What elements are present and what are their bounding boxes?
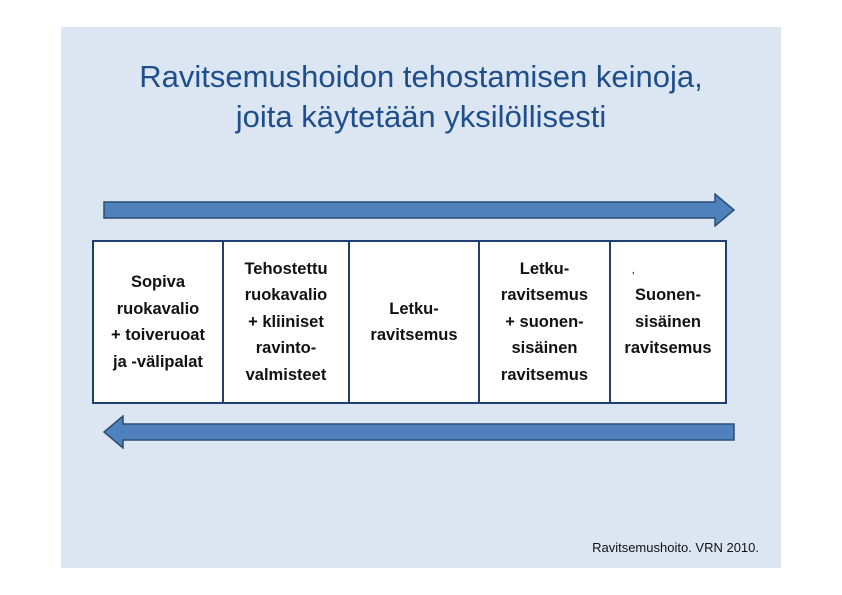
step-box-1 <box>94 242 224 402</box>
step-text: + suonen- <box>505 312 584 331</box>
arrow-right-icon <box>103 193 737 227</box>
step-text: sisäinen <box>511 339 578 358</box>
step-text: + kliiniset <box>248 312 324 331</box>
slide-title <box>61 57 781 137</box>
step-text: ravitsemus <box>624 339 712 358</box>
step-text: ja -välipalat <box>113 352 203 371</box>
step-box-3 <box>350 242 480 402</box>
title-line-2: joita käytetään yksilöllisesti <box>235 99 607 134</box>
step-text: valmisteet <box>245 365 327 384</box>
treatment-steps <box>92 240 727 404</box>
step-text: sisäinen <box>634 312 702 331</box>
step-text: Sopiva <box>130 273 186 291</box>
step-text: Letku- <box>519 259 570 278</box>
step-text: Suonen- <box>634 286 701 305</box>
step-box-2 <box>224 242 350 402</box>
step-box-5 <box>611 242 725 402</box>
step-box-4 <box>480 242 611 402</box>
source-citation: Ravitsemushoito. VRN 2010. <box>592 540 759 555</box>
step-text: ravitsemus <box>370 326 458 344</box>
stray-mark: ‚ <box>632 265 635 275</box>
title-line-1: Ravitsemushoidon tehostamisen keinoja, <box>139 59 703 94</box>
step-text: ravinto- <box>255 339 317 358</box>
step-text: ruokavalio <box>244 286 328 305</box>
slide <box>61 27 781 568</box>
step-text: Letku- <box>389 299 439 318</box>
step-text: Tehostettu <box>244 259 328 278</box>
arrow-left-icon <box>101 415 735 449</box>
step-text: ravitsemus <box>500 286 589 305</box>
step-text: + toiveruoat <box>111 326 205 344</box>
step-text: ravitsemus <box>500 365 589 384</box>
step-text: ruokavalio <box>116 299 200 318</box>
